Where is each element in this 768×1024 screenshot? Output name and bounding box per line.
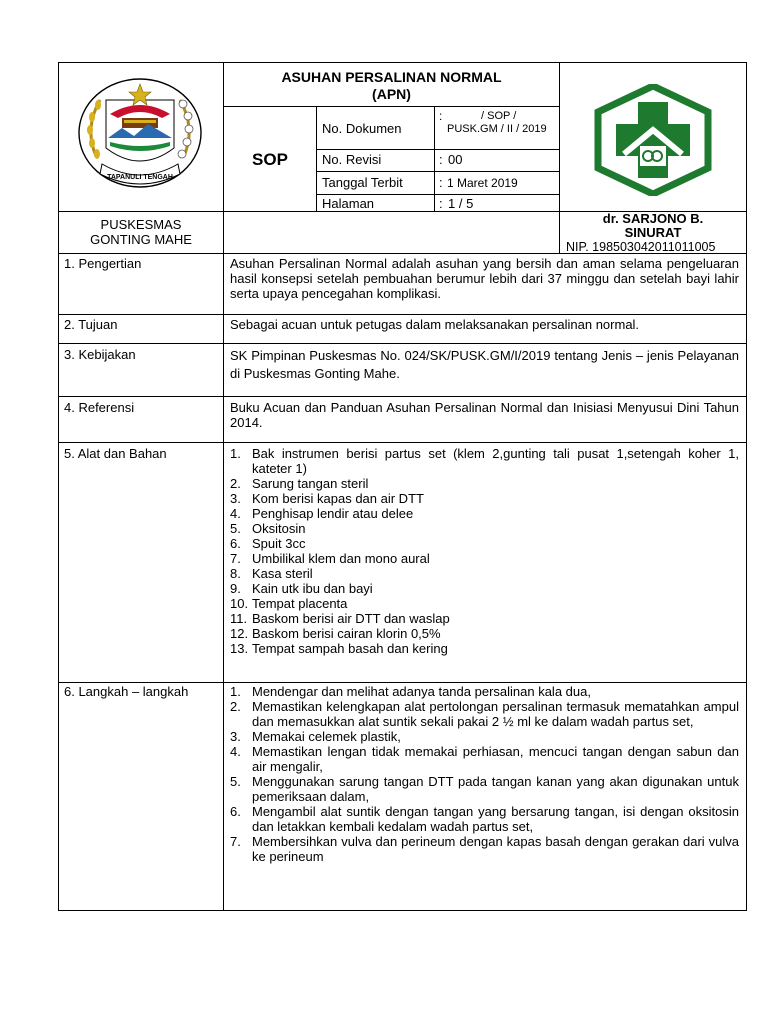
divider-section-4 — [58, 396, 747, 397]
outer-border-bottom — [58, 910, 747, 911]
divider-section-2 — [58, 314, 747, 315]
document-title-line1: ASUHAN PERSALINAN NORMAL — [281, 69, 502, 85]
section-label-alat-bahan: 5. Alat dan Bahan — [64, 446, 167, 461]
divider-section-3 — [58, 343, 747, 344]
langkah-list — [230, 684, 739, 864]
document-title-line2: (APN) — [372, 86, 411, 102]
section-text-pengertian: Asuhan Persalinan Normal adalah asuhan yang bersih dan aman selama pengeluaran hasil konsepsi setelah pembuahan berumur lebih dari 37 minggu dan setelah bayi lahir serta upaya pencegahan komplikasi. — [230, 256, 739, 301]
emblem-ribbon-text: TAPANULI TENGAH — [107, 174, 173, 181]
divider-row-halaman — [316, 194, 560, 195]
section-label-langkah: 6. Langkah – langkah — [64, 684, 189, 699]
signer-nip: NIP. 198503042011011005 — [566, 240, 716, 254]
colon-no-dokumen: : — [439, 109, 443, 123]
sop-label: SOP — [252, 150, 288, 169]
list-item: 3. Memakai celemek plastik, — [230, 729, 401, 744]
divider-value-column — [434, 106, 435, 211]
list-item: 6. Spuit 3cc — [230, 536, 306, 551]
outer-border-left — [58, 62, 59, 911]
divider-sop-column — [316, 106, 317, 211]
puskesmas-green-cross-logo — [594, 84, 712, 196]
outer-border-right — [746, 62, 747, 911]
list-item: 7. Membersihkan vulva dan perineum dengan kapas basah dengan gerakan dari vulva ke perineum — [230, 834, 739, 864]
divider-row-revisi — [316, 149, 560, 150]
document-title — [224, 69, 559, 103]
label-tanggal-terbit: Tanggal Terbit — [322, 175, 403, 190]
section-label-tujuan: 2. Tujuan — [64, 317, 118, 332]
section-text-tujuan: Sebagai acuan untuk petugas dalam melaksanakan persalinan normal. — [230, 317, 640, 332]
list-item: 3. Kom berisi kapas dan air DTT — [230, 491, 424, 506]
divider-row-tanggal — [316, 171, 560, 172]
divider-section-5 — [58, 442, 747, 443]
list-item: 4. Penghisap lendir atau delee — [230, 506, 414, 521]
divider-section-6 — [58, 682, 747, 683]
section-text-kebijakan: SK Pimpinan Puskesmas No. 024/SK/PUSK.GM/I/2019 tentang Jenis – jenis Pelayanan di Puskesmas Gonting Mahe. — [230, 348, 739, 381]
signer-name-line2: SINURAT — [624, 225, 682, 240]
value-halaman: 1 / 5 — [448, 196, 474, 211]
value-no-dokumen: / SOP / PUSK.GM / II / 2019 — [447, 110, 547, 135]
outer-border-top — [58, 62, 747, 63]
colon-tanggal-terbit: : — [439, 175, 443, 190]
section-label-pengertian: 1. Pengertian — [64, 256, 142, 271]
tapanuli-tengah-emblem-logo — [76, 78, 204, 192]
list-item: 11. Baskom berisi air DTT dan waslap — [230, 611, 450, 626]
organization-line1: PUSKESMAS — [100, 217, 182, 232]
list-item: 10. Tempat placenta — [230, 596, 348, 611]
divider-title-row — [223, 106, 560, 107]
signer-name — [560, 212, 746, 240]
list-item: 7. Umbilikal klem dan mono aural — [230, 551, 430, 566]
section-text-referensi: Buku Acuan dan Panduan Asuhan Persalinan Normal dan Inisiasi Menyusui Dini Tahun 2014. — [230, 400, 739, 430]
value-no-revisi: 00 — [448, 152, 463, 167]
label-no-dokumen: No. Dokumen — [322, 121, 402, 136]
section-label-referensi: 4. Referensi — [64, 400, 135, 415]
list-item: 2. Sarung tangan steril — [230, 476, 369, 491]
list-item: 5. Menggunakan sarung tangan DTT pada tangan kanan yang akan digunakan untuk pemeriksaan dalam, — [230, 774, 739, 804]
value-tanggal-terbit: 1 Maret 2019 — [447, 176, 518, 190]
list-item: 12. Baskom berisi cairan klorin 0,5% — [230, 626, 441, 641]
organization-line2: GONTING MAHE — [90, 232, 192, 247]
list-item: 1. Mendengar dan melihat adanya tanda persalinan kala dua, — [230, 684, 591, 699]
list-item: 2. Memastikan kelengkapan alat pertolongan persalinan termasuk mematahkan ampul dan memasukkan alat suntik sekali pakai 2 ½ ml ke dalam wadah partus set, — [230, 699, 739, 729]
label-halaman: Halaman — [322, 196, 375, 211]
signer-name-line1: dr. SARJONO B. — [602, 211, 704, 226]
list-item: 13. Tempat sampah basah dan kering — [230, 641, 448, 656]
organization-name — [59, 217, 223, 247]
colon-halaman: : — [439, 196, 443, 211]
list-item: 8. Kasa steril — [230, 566, 313, 581]
divider-label-column — [223, 62, 224, 911]
list-item: 5. Oksitosin — [230, 521, 306, 536]
list-item: 6. Mengambil alat suntik dengan tangan yang bersarung tangan, isi dengan oksitosin dan letakkan kembali kedalam wadah partus set, — [230, 804, 739, 834]
section-label-kebijakan: 3. Kebijakan — [64, 347, 136, 362]
colon-no-revisi: : — [439, 152, 443, 167]
list-item: 4. Memastikan lengan tidak memakai perhiasan, mencuci tangan dengan sabun dan air mengalir, — [230, 744, 739, 774]
alat-bahan-list — [230, 446, 739, 656]
list-item: 1. Bak instrumen berisi partus set (klem 2,gunting tali pusat 1,setengah koher 1, kateter 1) — [230, 446, 739, 476]
list-item: 9. Kain utk ibu dan bayi — [230, 581, 373, 596]
label-no-revisi: No. Revisi — [322, 152, 382, 167]
